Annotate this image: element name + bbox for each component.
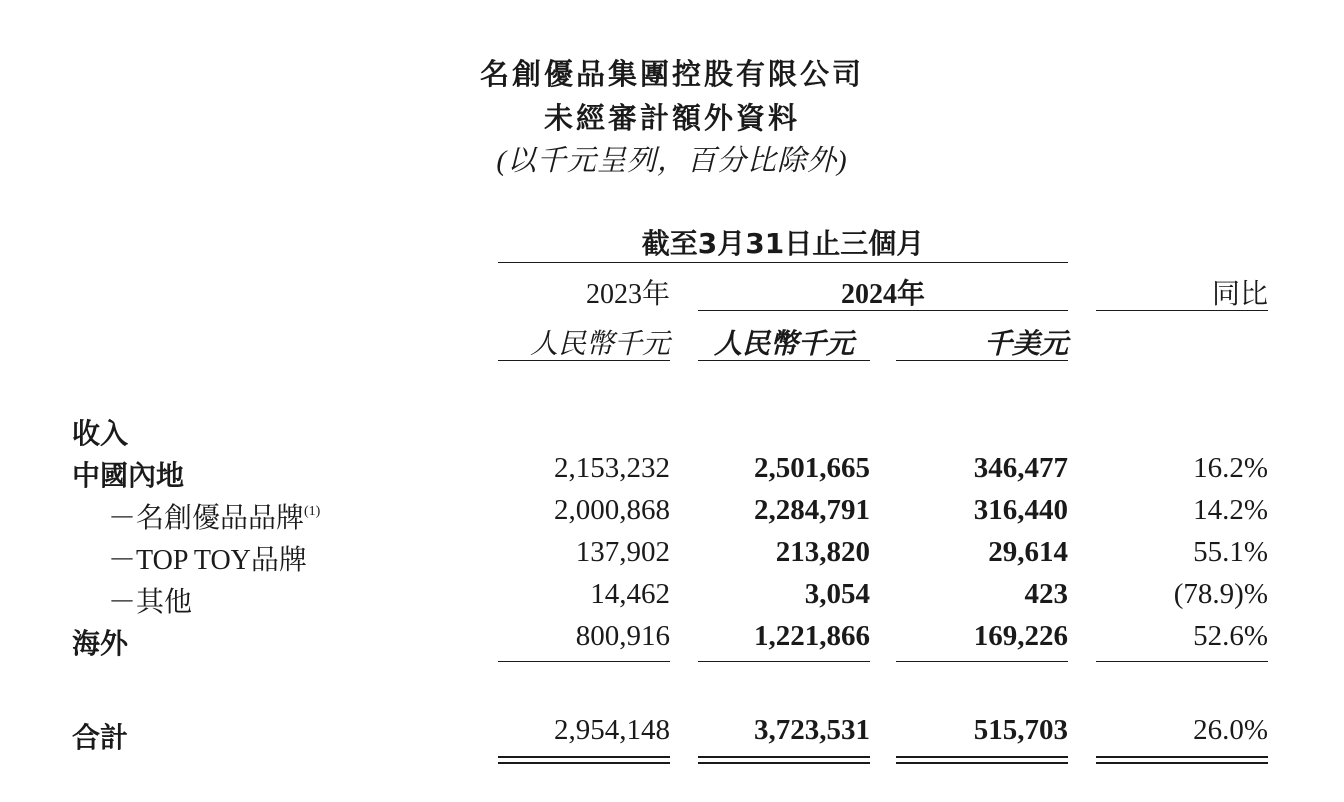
row-label: －名創優品品牌$^{(1)}$ <box>108 503 321 534</box>
subtotal-rule-4 <box>1096 661 1268 662</box>
document-subtitle: 未經審計額外資料 <box>543 101 800 135</box>
cell-2024: 213,820 <box>775 536 870 568</box>
cell-2023: 800,916 <box>575 620 670 652</box>
cell-usd: 316,440 <box>973 494 1068 526</box>
row-label: 海外 <box>72 627 129 660</box>
cell-usd: 29,614 <box>988 536 1068 568</box>
cell-2024: 1,221,866 <box>754 620 870 652</box>
table-row <box>0 494 1344 534</box>
cell-yoy: 55.1% <box>1193 536 1268 568</box>
currency-rule-3 <box>896 360 1068 361</box>
yoy-header: 同比 <box>1211 279 1268 310</box>
row-label: 中國內地 <box>72 459 185 492</box>
total-double-rule-1a <box>498 756 670 758</box>
year-2024-rule <box>698 310 1068 311</box>
cell-usd: 346,477 <box>973 452 1068 484</box>
cell-2023: 14,462 <box>590 578 670 610</box>
currency-rule-2 <box>698 360 870 361</box>
cell-2024: 3,054 <box>804 578 870 610</box>
total-double-rule-2b <box>698 762 870 764</box>
currency-rule-1 <box>498 360 670 361</box>
cell-yoy: 16.2% <box>1193 452 1268 484</box>
cell-2023: 2,153,232 <box>554 452 670 484</box>
cell-2024: 2,501,665 <box>754 452 870 484</box>
cell-2023: 2,000,868 <box>554 494 670 526</box>
table-row <box>0 578 1344 618</box>
revenue-section-label: 收入 <box>72 417 129 450</box>
cell-2024: 2,284,791 <box>754 494 870 526</box>
cell-yoy: 14.2% <box>1193 494 1268 526</box>
yoy-rule <box>1096 310 1268 311</box>
total-double-rule-3b <box>896 762 1068 764</box>
total-2023: 2,954,148 <box>554 714 670 746</box>
company-name: 名創優品集團控股有限公司 <box>479 57 864 91</box>
units-note: (以千元呈列，百分比除外) <box>496 145 848 177</box>
subtotal-rule-1 <box>498 661 670 662</box>
currency-usd-2024: 千美元 <box>983 329 1068 360</box>
cell-yoy: (78.9)% <box>1173 578 1268 610</box>
subtotal-rule-2 <box>698 661 870 662</box>
period-header: 截至3月31日止三個月 <box>641 227 925 260</box>
cell-usd: 169,226 <box>973 620 1068 652</box>
total-double-rule-4b <box>1096 762 1268 764</box>
total-usd: 515,703 <box>973 714 1068 746</box>
total-yoy: 26.0% <box>1193 714 1268 746</box>
footnote-marker: (1) <box>304 504 321 519</box>
year-2023-header: 2023年 <box>585 279 670 310</box>
total-double-rule-3a <box>896 756 1068 758</box>
total-row <box>0 714 1344 754</box>
cell-usd: 423 <box>1024 578 1068 610</box>
total-double-rule-2a <box>698 756 870 758</box>
total-label: 合計 <box>72 721 129 754</box>
cell-2023: 137,902 <box>575 536 670 568</box>
table-row <box>0 536 1344 576</box>
year-2024-header: 2024年 <box>840 279 925 310</box>
table-row <box>0 452 1344 492</box>
subtotal-rule-3 <box>896 661 1068 662</box>
currency-rmb-2023: 人民幣千元 <box>529 329 670 360</box>
period-rule <box>498 262 1068 263</box>
table-row <box>0 620 1344 660</box>
total-double-rule-1b <box>498 762 670 764</box>
currency-rmb-2024: 人民幣千元 <box>713 329 854 360</box>
row-label: －TOP TOY品牌 <box>108 545 307 576</box>
total-double-rule-4a <box>1096 756 1268 758</box>
total-2024: 3,723,531 <box>754 714 870 746</box>
row-label: －其他 <box>108 587 193 618</box>
cell-yoy: 52.6% <box>1193 620 1268 652</box>
